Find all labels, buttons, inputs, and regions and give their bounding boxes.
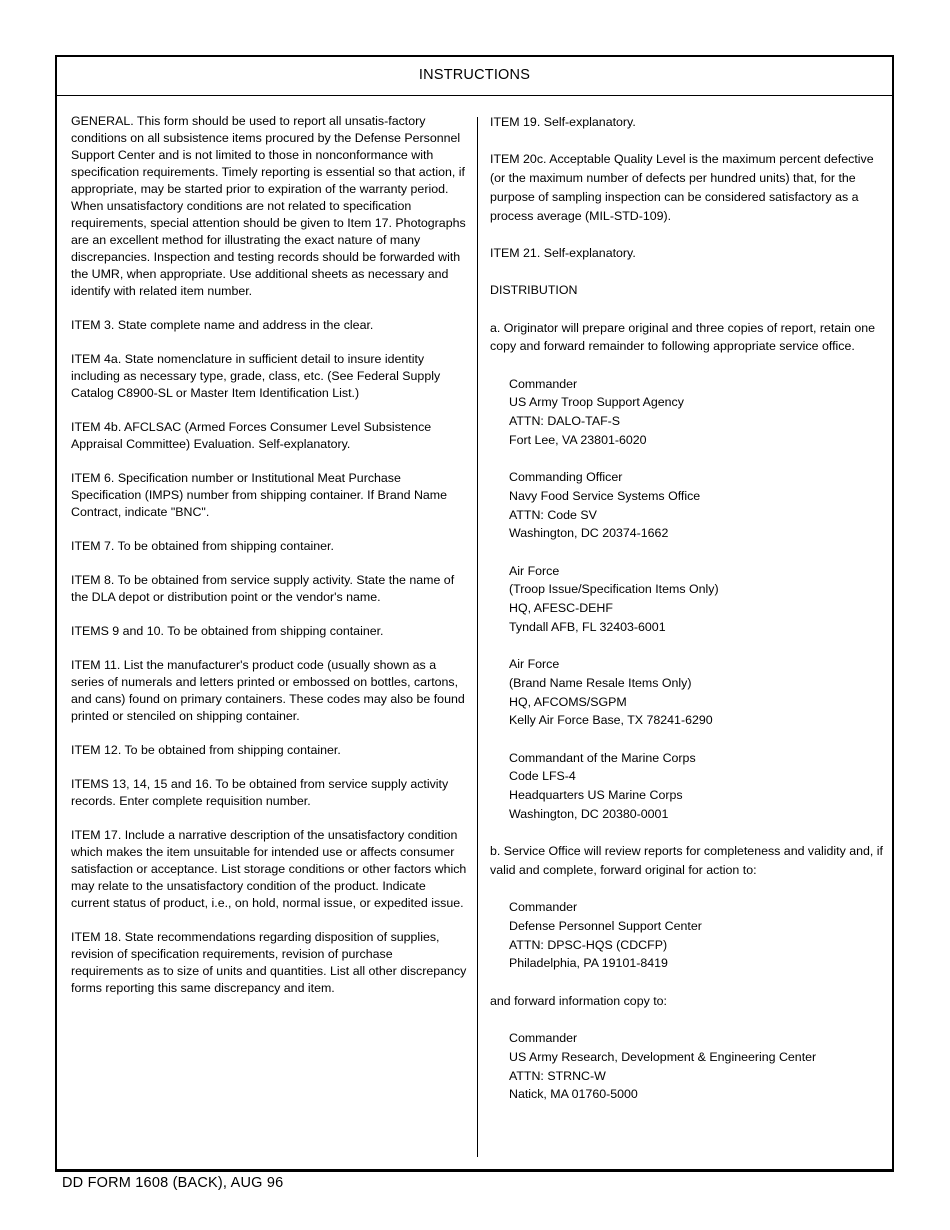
address-line: Defense Personnel Support Center [509,919,702,934]
items-9-10-paragraph: ITEMS 9 and 10. To be obtained from shipping container. [71,624,384,638]
address-line: HQ, AFCOMS/SGPM [509,694,627,709]
item-4b-paragraph: ITEM 4b. AFCLSAC (Armed Forces Consumer Level Subsistence Appraisal Committee) Evaluation. Self-explanatory. [71,420,432,451]
address-line: ATTN: STRNC-W [509,1068,606,1083]
address-block-dpsc [490,898,885,973]
address-line: Kelly Air Force Base, TX 78241-6290 [509,713,713,728]
address-line: Navy Food Service Systems Office [509,488,701,503]
address-line: Philadelphia, PA 19101-8419 [509,956,668,971]
information-copy-text: and forward information copy to: [490,993,668,1008]
item-18-paragraph: ITEM 18. State recommendations regarding disposition of supplies, revision of specification requirements, revision of purchase requirements as to size of units and quantities. List all other discrepancy forms reporting this same discrepancy and item. [71,930,467,995]
instructions-frame [55,55,894,1172]
address-block-army-troop-support [490,375,885,450]
items-13-16-paragraph: ITEMS 13, 14, 15 and 16. To be obtained from service supply activity records. Enter complete requisition number. [71,777,449,808]
address-line: Washington, DC 20380-0001 [509,806,669,821]
address-line: Commander [509,376,578,391]
item-21-paragraph: ITEM 21. Self-explanatory. [490,245,636,260]
item-12-paragraph: ITEM 12. To be obtained from shipping container. [71,743,341,757]
item-20c-paragraph: ITEM 20c. Acceptable Quality Level is the maximum percent defective (or the maximum number of defects per hundred units) that, for the purpose of sampling inspection can be considered satisfactory as a process average (MIL-STD-109). [490,152,874,223]
left-column [71,113,467,1014]
address-line: Headquarters US Marine Corps [509,788,683,803]
address-line: (Troop Issue/Specification Items Only) [509,582,719,597]
address-line: Code LFS-4 [509,769,576,784]
address-line: Air Force [509,563,560,578]
address-block-air-force-troop-issue [490,562,885,637]
address-line: US Army Troop Support Agency [509,395,684,410]
address-line: Tyndall AFB, FL 32403-6001 [509,619,666,634]
distribution-para-b: b. Service Office will review reports for completeness and validity and, if valid and complete, forward original for action to: [490,844,883,877]
general-paragraph: GENERAL. This form should be used to report all unsatis-factory conditions on all subsistence items procured by the Defense Personnel Support Center and is not limited to those in nonconformance with specification requirements. Timely reporting is essential so that action, if appropriate, may be started prior to expiration of the warranty period. When unsatisfactory conditions are not related to specification requirements, special attention should be given to Item 17. Photographs are an excellent method for illustrating the exact nature of many discrepancies. Inspection and testing records should be forwarded with the UMR, when appropriate. Use additional sheets as necessary and identify with related item number. [71,114,466,298]
address-line: Fort Lee, VA 23801-6020 [509,432,647,447]
instructions-title: INSTRUCTIONS [57,57,892,96]
item-17-paragraph: ITEM 17. Include a narrative description of the unsatisfactory condition which makes the item unsuitable for intended use or affects consumer satisfaction or acceptance. List storage conditions or other factors which may relate to the unsatisfactory condition of the product. Indicate current status of product, i.e., on hold, normal issue, or expedited issue. [71,828,467,910]
address-line: (Brand Name Resale Items Only) [509,675,692,690]
address-block-marine-corps [490,749,885,824]
address-line: HQ, AFESC-DEHF [509,601,613,616]
right-column [490,113,885,1123]
address-line: US Army Research, Development & Engineering Center [509,1049,817,1064]
address-line: Natick, MA 01760-5000 [509,1087,638,1102]
distribution-heading: DISTRIBUTION [490,283,578,298]
address-line: Commanding Officer [509,470,623,485]
column-divider [477,117,478,1157]
address-line: Commander [509,900,578,915]
address-block-navy-food-service [490,468,885,543]
address-line: Commandant of the Marine Corps [509,750,696,765]
address-line: Washington, DC 20374-1662 [509,526,669,541]
address-line: ATTN: DALO-TAF-S [509,414,621,429]
address-line: ATTN: DPSC-HQS (CDCFP) [509,937,668,952]
address-line: Commander [509,1031,578,1046]
address-line: Air Force [509,657,560,672]
item-7-paragraph: ITEM 7. To be obtained from shipping container. [71,539,334,553]
distribution-para-a: a. Originator will prepare original and three copies of report, retain one copy and forward remainder to following appropriate service office. [490,320,876,354]
form-identifier: DD FORM 1608 (BACK), AUG 96 [62,1175,284,1191]
address-block-natick [490,1029,885,1104]
item-19-paragraph: ITEM 19. Self-explanatory. [490,115,636,129]
item-11-paragraph: ITEM 11. List the manufacturer's product code (usually shown as a series of numerals and letters printed or embossed on bottles, cartons, and cans) found on primary containers. These codes may also be found printed or stenciled on shipping container. [71,658,465,723]
address-line: ATTN: Code SV [509,507,597,522]
item-6-paragraph: ITEM 6. Specification number or Institutional Meat Purchase Specification (IMPS) number from shipping container. If Brand Name Contract, indicate "BNC". [71,471,448,519]
item-3-paragraph: ITEM 3. State complete name and address in the clear. [71,318,374,332]
item-4a-paragraph: ITEM 4a. State nomenclature in sufficient detail to insure identity including as necessary type, grade, class, etc. (See Federal Supply Catalog C8900-SL or Master Item Identification List.) [71,352,441,400]
address-block-air-force-resale [490,655,885,730]
item-8-paragraph: ITEM 8. To be obtained from service supply activity. State the name of the DLA depot or distribution point or the vendor's name. [71,573,455,604]
